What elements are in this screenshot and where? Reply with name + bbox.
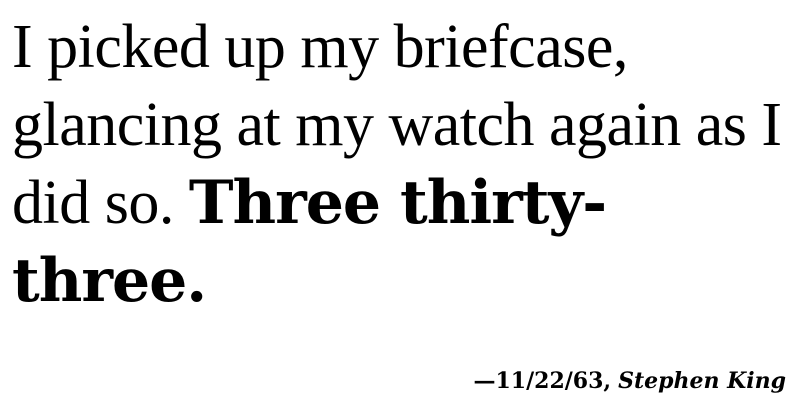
quote-bold-text: Three thirty-three.: [12, 168, 607, 316]
attribution-author: Stephen King: [618, 368, 786, 394]
attribution: [473, 366, 786, 397]
quote-text: [12, 8, 788, 320]
attribution-title: —11/22/63,: [473, 368, 612, 394]
quote-regular-text: I picked up my briefcase, glancing at my watch again as I did so.: [12, 13, 782, 237]
